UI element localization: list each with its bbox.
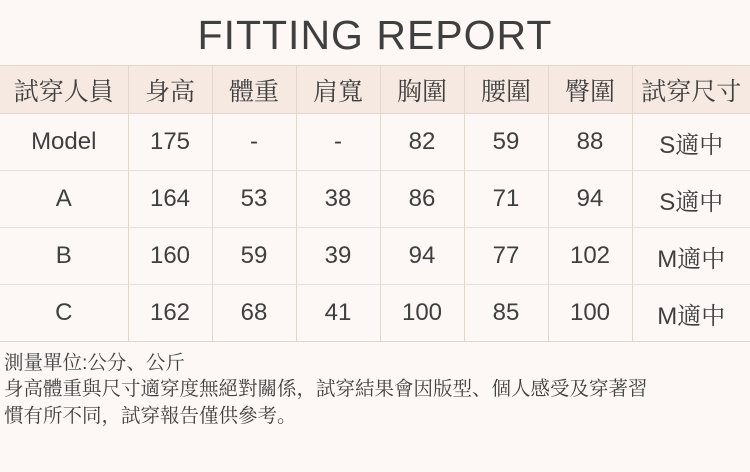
table-row [0, 285, 750, 342]
column-header-tester: 試穿人員 [0, 66, 128, 114]
cell-waist: 77 [464, 228, 548, 285]
column-header-waist: 腰圍 [464, 66, 548, 114]
column-header-hip: 臀圍 [548, 66, 632, 114]
cell-weight: - [212, 114, 296, 171]
column-header-weight: 體重 [212, 66, 296, 114]
note-unit: 測量單位:公分、公斤 [4, 352, 185, 374]
table-row [0, 114, 750, 171]
cell-shoulder: 41 [296, 285, 380, 342]
cell-tester: C [0, 285, 128, 342]
cell-bust: 94 [380, 228, 464, 285]
cell-hip: 100 [548, 285, 632, 342]
cell-size: M適中 [632, 228, 750, 285]
note-disclaimer-line2: 慣有所不同，試穿報告僅供參考。 [4, 404, 297, 427]
measurement-notes [0, 342, 750, 429]
cell-bust: 82 [380, 114, 464, 171]
cell-hip: 94 [548, 171, 632, 228]
column-header-size: 試穿尺寸 [632, 66, 750, 114]
cell-height: 175 [128, 114, 212, 171]
page-title: FITTING REPORT [197, 12, 553, 58]
table-row [0, 228, 750, 285]
cell-weight: 68 [212, 285, 296, 342]
cell-tester: Model [0, 114, 128, 171]
cell-waist: 85 [464, 285, 548, 342]
fitting-report-table [0, 65, 750, 342]
cell-size: S適中 [632, 171, 750, 228]
column-header-bust: 胸圍 [380, 66, 464, 114]
cell-weight: 53 [212, 171, 296, 228]
cell-waist: 71 [464, 171, 548, 228]
cell-height: 164 [128, 171, 212, 228]
cell-tester: A [0, 171, 128, 228]
cell-shoulder: 39 [296, 228, 380, 285]
cell-bust: 100 [380, 285, 464, 342]
cell-size: S適中 [632, 114, 750, 171]
cell-bust: 86 [380, 171, 464, 228]
cell-weight: 59 [212, 228, 296, 285]
table-header-row [0, 66, 750, 114]
cell-tester: B [0, 228, 128, 285]
cell-waist: 59 [464, 114, 548, 171]
cell-shoulder: 38 [296, 171, 380, 228]
cell-size: M適中 [632, 285, 750, 342]
cell-hip: 102 [548, 228, 632, 285]
note-disclaimer-line1: 身高體重與尺寸適穿度無絕對關係，試穿結果會因版型、個人感受及穿著習 [4, 378, 648, 401]
cell-shoulder: - [296, 114, 380, 171]
cell-height: 160 [128, 228, 212, 285]
cell-height: 162 [128, 285, 212, 342]
column-header-height: 身高 [128, 66, 212, 114]
cell-hip: 88 [548, 114, 632, 171]
column-header-shoulder: 肩寬 [296, 66, 380, 114]
table-row [0, 171, 750, 228]
